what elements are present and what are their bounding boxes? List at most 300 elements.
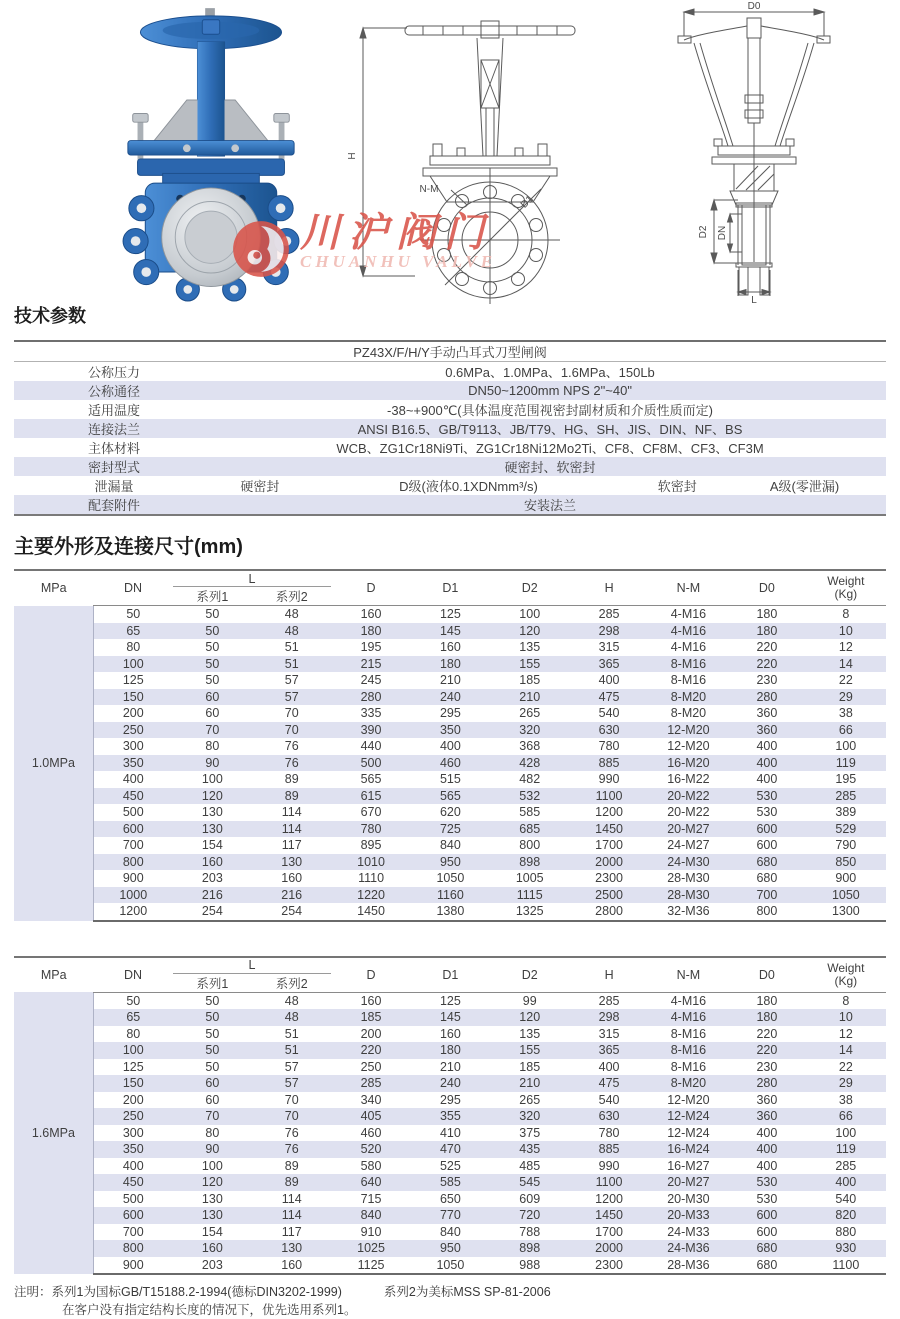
dim-cell: 130 — [281, 854, 303, 869]
dim-cell: 895 — [360, 838, 382, 852]
dim-cell: 280 — [360, 689, 382, 704]
dim-cell: 800 — [728, 903, 806, 921]
dim-cell: 365 — [598, 1043, 620, 1057]
dim-cell: 265 — [519, 706, 541, 720]
dim-cell: 680 — [728, 1257, 806, 1275]
dim-cell: 245 — [360, 673, 382, 687]
footnote-line2: 在客户没有指定结构长度的情况下，优先选用系列1。 — [62, 1303, 357, 1317]
dim-cell: 57 — [284, 1059, 299, 1074]
dim-cell: 1050 — [436, 871, 465, 885]
dim-cell: 1010 — [357, 854, 385, 869]
dim-cell: 16-M27 — [667, 1158, 710, 1173]
dim-cell: 76 — [284, 1142, 299, 1156]
dim-row — [14, 992, 886, 1009]
dim-cell: 540 — [598, 1092, 620, 1107]
dim-row — [14, 1125, 886, 1142]
dim-row — [14, 1075, 886, 1092]
spec-row-value: 0.6MPa、1.0MPa、1.6MPa、150Lb — [445, 365, 655, 380]
spec-row-label: 主体材料 — [87, 441, 140, 456]
figures-section — [0, 0, 900, 306]
dim-cell: 114 — [281, 821, 302, 836]
dim-cell: 10 — [838, 1010, 853, 1024]
dim-cell: 820 — [835, 1208, 857, 1222]
col-nm: N-M — [649, 957, 728, 993]
dim-row — [14, 887, 886, 904]
dim-row — [14, 1224, 886, 1241]
footnote — [14, 1283, 900, 1319]
dim-cell: 50 — [205, 656, 220, 671]
dim-row — [14, 1009, 886, 1026]
dim-cell: 298 — [598, 623, 620, 638]
dim-cell: 230 — [756, 673, 778, 687]
dim-cell: 51 — [284, 640, 299, 654]
spec-table — [14, 340, 886, 516]
dim-cell: 76 — [284, 739, 299, 753]
dim-cell: 530 — [756, 788, 778, 803]
dim-cell: 700 — [122, 1224, 144, 1239]
dim-cell: 450 — [122, 788, 144, 803]
dim-cell: 355 — [439, 1109, 461, 1123]
dim-row — [14, 854, 886, 871]
dim-cell: 89 — [284, 772, 299, 786]
dim-cell: 280 — [756, 689, 778, 704]
dim-cell: 315 — [598, 1026, 620, 1041]
dim-cell: 460 — [439, 755, 461, 770]
footnote-label: 注明： — [14, 1285, 52, 1299]
dim-cell: 565 — [360, 772, 382, 786]
dim-cell: 680 — [756, 854, 778, 869]
dim-cell: 119 — [835, 755, 856, 770]
dim-cell: 50 — [205, 607, 220, 621]
dim-cell: 216 — [201, 887, 223, 902]
dim-row — [14, 1059, 886, 1076]
dim-cell: 615 — [360, 788, 382, 803]
dim-cell: 720 — [519, 1208, 541, 1222]
dim-cell: 450 — [122, 1175, 144, 1189]
dim-cell: 48 — [284, 623, 299, 638]
dim-cell: 80 — [126, 1026, 141, 1041]
dim-cell: 360 — [756, 722, 778, 737]
dim-cell: 1125 — [331, 1257, 410, 1275]
dim-cell: 120 — [201, 788, 223, 803]
dim-cell: 60 — [205, 706, 220, 720]
dim-cell: 1100 — [595, 788, 623, 803]
dim-cell: 885 — [598, 755, 620, 770]
dim-row — [14, 1108, 886, 1125]
dim-cell: 76 — [284, 1125, 299, 1140]
dim-cell: 155 — [519, 1043, 541, 1057]
dim-cell: 400 — [756, 1125, 778, 1140]
dim-cell: 50 — [205, 1059, 220, 1074]
col-weight: Weight (Kg) — [806, 570, 886, 606]
valve-photo — [95, 2, 327, 312]
dim-cell: 1160 — [436, 887, 464, 902]
dim-cell: 1200 — [595, 805, 623, 819]
dim-cell: 529 — [835, 821, 857, 836]
dim-cell: 1050 — [411, 1257, 490, 1275]
dim-cell: 180 — [756, 1010, 778, 1024]
dim-cell: 16-M24 — [667, 1142, 710, 1156]
dim-cell: 485 — [519, 1158, 541, 1173]
dim-cell: 900 — [122, 871, 144, 885]
dim-cell: 50 — [205, 1026, 220, 1041]
dim-cell: 2800 — [569, 903, 648, 921]
dim-cell: 8-M20 — [670, 689, 707, 704]
dim-cell: 910 — [360, 1224, 382, 1239]
dim-cell: 320 — [519, 722, 541, 737]
dim-cell: 220 — [756, 640, 778, 654]
dim-cell: 2300 — [569, 1257, 648, 1275]
dim-row — [14, 870, 886, 887]
dim-cell: 185 — [519, 1059, 541, 1074]
dim-cell: 285 — [835, 788, 857, 803]
spec-row-label: 连接法兰 — [87, 422, 140, 437]
col-weight: Weight (Kg) — [806, 957, 886, 993]
dim-cell: 780 — [598, 739, 620, 753]
dim-cell: 50 — [205, 640, 220, 654]
dim-cell: 130 — [281, 1241, 303, 1255]
dim-cell: 70 — [284, 1092, 299, 1107]
col-series2: 系列2 — [252, 587, 331, 606]
dim-cell: 48 — [284, 993, 299, 1008]
dim-cell: 990 — [598, 772, 620, 786]
dim-cell: 29 — [838, 689, 853, 704]
dim-cell: 80 — [205, 1125, 220, 1140]
dim-cell: 540 — [835, 1191, 857, 1206]
dim-cell: 60 — [205, 1092, 220, 1107]
dim-cell: 435 — [519, 1142, 541, 1156]
dim-cell: 12-M20 — [667, 1092, 710, 1107]
spec-row — [14, 476, 886, 495]
pressure-label: 1.6MPa — [14, 992, 93, 1274]
dim-cell: 220 — [756, 656, 778, 671]
dim-cell: 100 — [519, 607, 541, 621]
dim-cell: 130 — [201, 821, 223, 836]
col-h: H — [569, 570, 648, 606]
dim-cell: 1300 — [806, 903, 886, 921]
dim-cell: 400 — [835, 1175, 857, 1189]
dim-cell: 50 — [205, 673, 220, 687]
dim-cell: 203 — [173, 1257, 252, 1275]
dim-cell: 185 — [519, 673, 541, 687]
dim-row — [14, 1158, 886, 1175]
dim-cell: 295 — [439, 1092, 461, 1107]
dim-cell: 12-M24 — [667, 1109, 710, 1123]
nm-dim-label: N-M — [419, 184, 439, 195]
dim-cell: 220 — [360, 1043, 382, 1057]
dim-cell: 620 — [439, 805, 461, 819]
dim-cell: 265 — [519, 1092, 541, 1107]
d0-dim-label: D0 — [747, 1, 761, 12]
dim-cell: 285 — [835, 1158, 857, 1173]
dim-cell: 930 — [835, 1241, 857, 1255]
dim-row — [14, 1207, 886, 1224]
dim-cell: 1380 — [411, 903, 490, 921]
dim-cell: 125 — [122, 673, 144, 687]
dim-cell: 8 — [842, 993, 850, 1008]
dim-row — [14, 623, 886, 640]
dim-cell: 400 — [598, 1059, 620, 1074]
dim-cell: 125 — [122, 1059, 144, 1074]
dim-cell: 360 — [756, 1092, 778, 1107]
spec-row-value: 硬密封 — [240, 479, 280, 494]
dim-row — [14, 788, 886, 805]
dim-cell: 16-M20 — [667, 755, 710, 770]
dim-cell: 48 — [284, 607, 299, 621]
dim-cell: 335 — [360, 706, 382, 720]
dim-cell: 50 — [126, 993, 141, 1008]
col-nm: N-M — [649, 570, 728, 606]
col-d: D — [331, 957, 410, 993]
dim-cell: 880 — [835, 1224, 857, 1239]
dim-cell: 898 — [519, 1241, 541, 1255]
spec-row — [14, 381, 886, 400]
dim-cell: 154 — [201, 1224, 223, 1239]
dim-cell: 195 — [835, 772, 857, 786]
dim-cell: 12 — [838, 640, 853, 654]
dim-cell: 840 — [439, 838, 461, 852]
dim-cell: 135 — [519, 640, 541, 654]
dim-cell: 28-M30 — [667, 871, 710, 885]
dim-cell: 100 — [835, 739, 857, 753]
dim-cell: 2500 — [595, 887, 623, 902]
dim-row — [14, 705, 886, 722]
col-d0: D0 — [728, 957, 806, 993]
col-mpa: MPa — [40, 967, 67, 982]
dim-row — [14, 1092, 886, 1109]
dim-cell: 250 — [122, 1109, 144, 1123]
dim-cell: 1700 — [595, 1224, 623, 1239]
dim-cell: 609 — [519, 1191, 541, 1206]
dim-cell: 254 — [252, 903, 331, 921]
dim-cell: 400 — [439, 739, 461, 753]
dimension-table-16mpa — [14, 956, 886, 1276]
dim-cell: 60 — [205, 1076, 220, 1090]
l-dim-label: L — [751, 295, 757, 306]
dim-cell: 8-M20 — [670, 706, 707, 720]
dim-cell: 585 — [439, 1175, 461, 1189]
col-mpa: MPa — [40, 581, 67, 596]
dim-cell: 50 — [126, 607, 141, 621]
dim-cell: 28-M30 — [667, 887, 710, 902]
dim-cell: 400 — [756, 772, 778, 786]
dim-cell: 1100 — [595, 1175, 623, 1189]
dim-cell: 20-M33 — [667, 1208, 710, 1222]
dim-cell: 400 — [756, 1158, 778, 1173]
dim-cell: 130 — [201, 805, 223, 819]
dim-cell: 950 — [439, 854, 461, 869]
dim-cell: 515 — [439, 772, 461, 786]
dim-row — [14, 1240, 886, 1257]
dim-row — [14, 771, 886, 788]
dim-cell: 800 — [122, 1241, 144, 1255]
dim-cell: 460 — [360, 1125, 382, 1140]
dim-cell: 51 — [284, 1043, 299, 1057]
dim-cell: 114 — [281, 1191, 302, 1206]
dim-cell: 20-M22 — [667, 788, 710, 803]
dim-cell: 1000 — [119, 887, 148, 902]
dim-cell: 4-M16 — [670, 623, 707, 638]
spec-row-value: 软密封 — [657, 479, 697, 494]
tech-params-heading: 技术参数 — [14, 306, 86, 326]
dim-cell: 350 — [122, 1142, 144, 1156]
dim-cell: 715 — [360, 1191, 382, 1206]
dim-cell: 530 — [756, 1191, 778, 1206]
dim-cell: 32-M36 — [649, 903, 728, 921]
footnote-line1: 注明：系列1为国标GB/T15188.2-1994(德标DIN3202-1999) 系列2为美标MSS SP-81-2006 — [14, 1285, 551, 1299]
dim-cell: 520 — [360, 1142, 382, 1156]
dim-cell: 790 — [835, 838, 857, 852]
dim-cell: 24-M33 — [667, 1224, 710, 1239]
dim-cell: 100 — [122, 656, 144, 671]
dim-cell: 66 — [838, 722, 853, 737]
dim-cell: 300 — [122, 1125, 144, 1140]
dim-cell: 100 — [122, 1043, 144, 1057]
dim-cell: 340 — [360, 1092, 382, 1107]
dim-cell: 410 — [439, 1125, 461, 1140]
dim-cell: 1450 — [595, 821, 623, 836]
dim-cell: 89 — [284, 1175, 299, 1189]
dim-cell: 195 — [360, 640, 382, 654]
dim-cell: 400 — [122, 772, 144, 786]
dim-cell: 70 — [284, 722, 299, 737]
dim-cell: 8-M16 — [670, 656, 707, 671]
dim-cell: 950 — [439, 1241, 461, 1255]
dim-cell: 8-M16 — [670, 1059, 707, 1074]
dim-cell: 200 — [122, 1092, 144, 1107]
spec-table-title: PZ43X/F/H/Y手动凸耳式刀型闸阀 — [14, 341, 886, 362]
dim-cell: 360 — [756, 1109, 778, 1123]
col-d: D — [331, 570, 410, 606]
dim-cell: 8 — [842, 607, 850, 621]
dim-cell: 120 — [519, 623, 541, 638]
dim-cell: 180 — [360, 623, 382, 638]
dim-cell: 38 — [838, 706, 853, 720]
dim-cell: 210 — [439, 1059, 461, 1074]
dim-cell: 22 — [838, 1059, 853, 1074]
dim-cell: 400 — [756, 755, 778, 770]
dim-cell: 65 — [126, 623, 141, 638]
dim-cell: 250 — [122, 722, 144, 737]
dim-row — [14, 1042, 886, 1059]
dim-cell: 885 — [598, 1142, 620, 1156]
watermark-chinese-text: 川沪阀门 — [300, 210, 492, 255]
dim-cell: 685 — [519, 821, 541, 836]
valve-front-drawing — [345, 8, 617, 304]
dim-cell: 180 — [756, 607, 778, 621]
dim-row — [14, 672, 886, 689]
dim-cell: 1025 — [357, 1241, 385, 1255]
dim-cell: 500 — [360, 755, 382, 770]
dim-cell: 1110 — [358, 871, 385, 885]
dim-cell: 365 — [598, 656, 620, 671]
dim-cell: 540 — [598, 706, 620, 720]
dim-cell: 12-M20 — [667, 739, 710, 753]
dim-cell: 65 — [126, 1010, 141, 1024]
dim-cell: 1325 — [490, 903, 569, 921]
dim-cell: 600 — [756, 1224, 778, 1239]
dim-row — [14, 1191, 886, 1208]
dim-cell: 2300 — [595, 871, 623, 885]
dim-cell: 1200 — [93, 903, 172, 921]
dim-cell: 57 — [284, 1076, 299, 1090]
spec-row — [14, 438, 886, 457]
dim-cell: 50 — [205, 1010, 220, 1024]
dim-cell: 130 — [201, 1191, 223, 1206]
dim-cell: 70 — [205, 722, 220, 737]
dim-cell: 20-M22 — [667, 805, 710, 819]
dim-cell: 350 — [439, 722, 461, 737]
dim-cell: 375 — [519, 1125, 541, 1140]
dim-cell: 24-M30 — [667, 854, 710, 869]
dim-cell: 114 — [281, 805, 302, 819]
dim-cell: 1200 — [595, 1191, 623, 1206]
pressure-label: 1.0MPa — [14, 606, 93, 921]
spec-row-value: ANSI B16.5、GB/T9113、JB/T79、HG、SH、JIS、DIN、NF、BS — [357, 422, 743, 437]
dim-cell: 630 — [598, 1109, 620, 1123]
col-l: L — [173, 570, 332, 587]
dim-cell: 80 — [205, 739, 220, 753]
dim-cell: 400 — [756, 1142, 778, 1156]
dim-row — [14, 1141, 886, 1158]
dim-cell: 20-M27 — [667, 821, 710, 836]
dim-cell: 12-M20 — [667, 722, 710, 737]
dim-cell: 254 — [173, 903, 252, 921]
dim-cell: 89 — [284, 1158, 299, 1173]
dim-cell: 1115 — [516, 887, 543, 902]
dim-cell: 145 — [439, 623, 461, 638]
dim-cell: 525 — [439, 1158, 461, 1173]
dim-cell: 60 — [205, 689, 220, 704]
dim-cell: 220 — [756, 1026, 778, 1041]
dim-cell: 160 — [252, 1257, 331, 1275]
dim-cell: 12 — [838, 1026, 853, 1041]
dim-cell: 405 — [360, 1109, 382, 1123]
dim-cell: 119 — [835, 1142, 856, 1156]
dim-cell: 160 — [281, 871, 303, 885]
col-d1: D1 — [411, 957, 490, 993]
dim-cell: 400 — [756, 739, 778, 753]
dim-cell: 100 — [201, 772, 223, 786]
dim-cell: 210 — [519, 1076, 541, 1090]
dim-cell: 600 — [122, 821, 144, 836]
dim-cell: 120 — [201, 1175, 223, 1189]
dim-cell: 145 — [439, 1010, 461, 1024]
dim-cell: 680 — [756, 1241, 778, 1255]
spec-row-value: 安装法兰 — [523, 498, 576, 513]
spec-row-value: A级(零泄漏) — [769, 479, 840, 494]
dim-cell: 565 — [439, 788, 461, 803]
dim-cell: 160 — [439, 1026, 461, 1041]
dim-header-row — [14, 570, 886, 587]
dim-row — [14, 738, 886, 755]
dim-cell: 90 — [205, 755, 220, 770]
dim-cell: 215 — [360, 656, 382, 671]
dim-cell: 285 — [360, 1076, 382, 1090]
dim-cell: 2000 — [595, 1241, 623, 1255]
dim-cell: 670 — [360, 805, 382, 819]
dim-cell: 1050 — [831, 887, 860, 902]
col-series1: 系列1 — [173, 587, 252, 606]
dim-cell: 51 — [284, 1026, 299, 1041]
dim-cell: 28-M36 — [649, 1257, 728, 1275]
dim-cell: 530 — [756, 1175, 778, 1189]
spec-row — [14, 362, 886, 382]
dimensions-heading: 主要外形及连接尺寸(mm) — [14, 536, 243, 558]
gland-bar-upper — [128, 141, 294, 156]
col-series1: 系列1 — [173, 973, 252, 992]
dim-cell: 988 — [490, 1257, 569, 1275]
